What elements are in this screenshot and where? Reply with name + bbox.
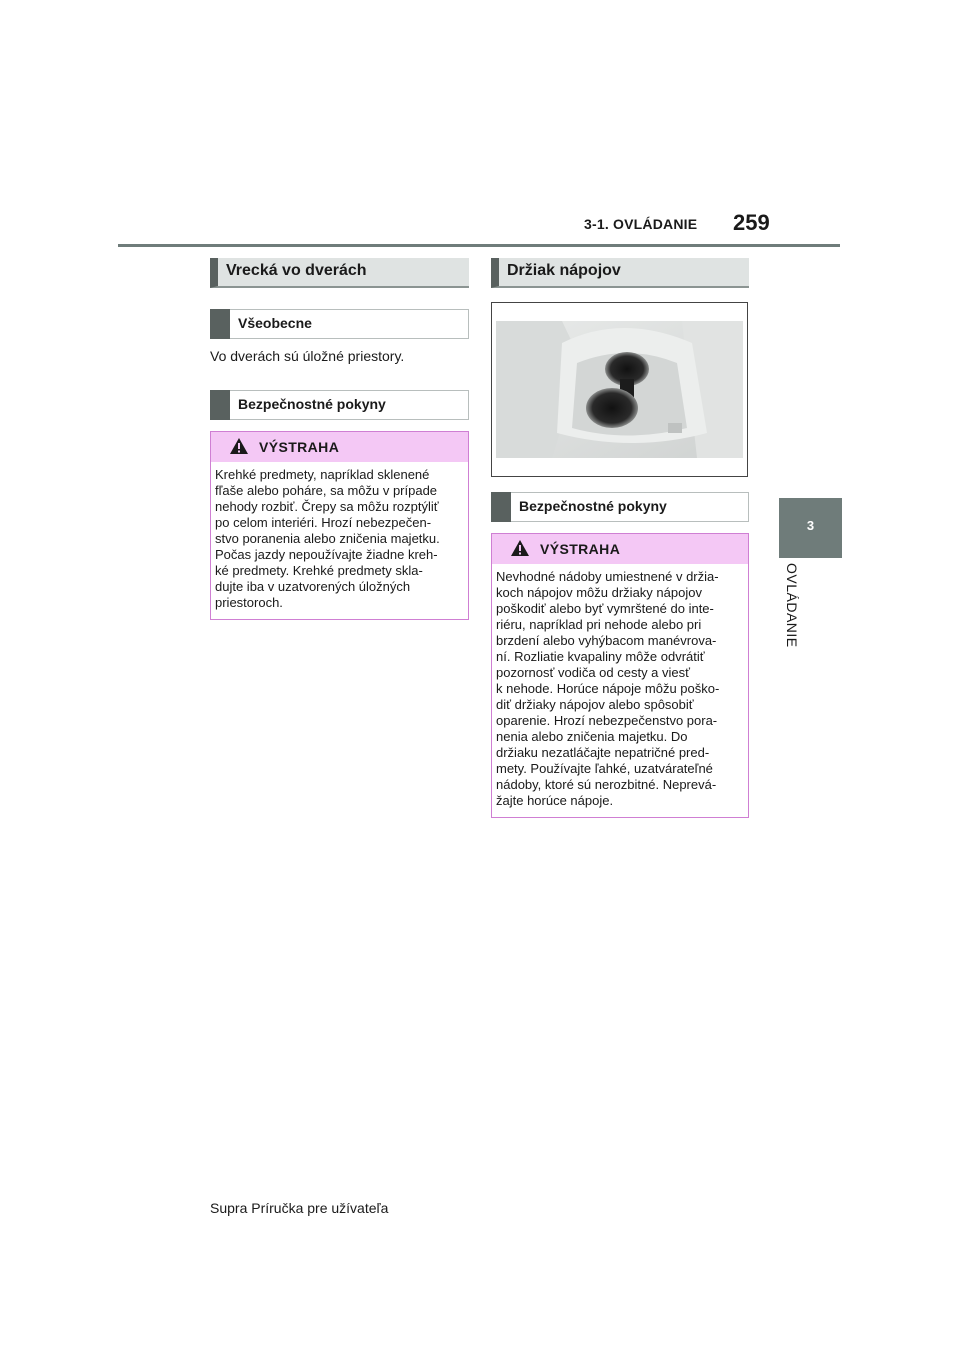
subheading-general [210, 309, 469, 339]
chapter-tab [779, 498, 842, 558]
heading-door-pockets [210, 258, 469, 288]
warning-text: Nevhodné nádoby umiestnené v držia- koch nápojov môžu držiaky nápojov poškodiť alebo byť vymrštené do inte- riéru, napríklad pri nehode alebo pri brzdení alebo vyhýbacom manévrova- ní. Rozliatie kvapaliny môže odvrátiť pozornosť vodiča od cesty a viesť k nehode. Horúce nápoje môžu poško- diť držiaky nápojov alebo spôsobiť oparenie. Hrozí nebezpečenstvo pora- nenia alebo zničenia majetku. Do držiaku nezatláčajte nepatričné pred- mety. Používajte ľahké, uzatvárateľné nádoby, ktoré sú nerozbitné. Neprevá- žajte horúce nápoje. [496, 569, 720, 808]
paragraph-door-pockets: Vo dverách sú úložné priestory. [210, 348, 405, 364]
cup-holder-photo [491, 302, 748, 477]
heading-cup-holder [491, 258, 749, 288]
subheading-safety-right [491, 492, 749, 522]
subheading-marker [210, 390, 230, 420]
warning-text: Krehké predmety, napríklad sklenené fľaše alebo poháre, sa môžu v prípade nehody rozbiť. Črepy sa môžu rozptýliť po celom interiéri. Hrozí nebezpečen- stvo poranenia alebo zničenia majetku. Počas jazdy nepoužívajte žiadne kreh- ké predmety. Krehké predmety skla- dujte iba v uzatvorených úložných priestoroch. [215, 467, 440, 610]
cup-holder-illustration [492, 303, 747, 476]
warning-triangle-icon [229, 437, 249, 455]
chapter-number: 3 [806, 518, 815, 533]
header-rule [118, 244, 840, 247]
page-number: 259 [733, 210, 770, 235]
warning-box-right [491, 533, 749, 818]
subheading-marker [491, 492, 511, 522]
subheading-general-text: Všeobecne [238, 315, 312, 331]
subheading-safety-right-text: Bezpečnostné pokyny [519, 498, 667, 514]
chapter-label: OVLÁDANIE [784, 563, 800, 648]
subheading-marker [210, 309, 230, 339]
subheading-safety-left [210, 390, 469, 420]
heading-door-pockets-text: Vrecká vo dverách [226, 262, 367, 279]
heading-cup-holder-text: Držiak nápojov [507, 262, 621, 279]
section-title: 3-1. OVLÁDANIE [584, 216, 698, 232]
warning-box-left [210, 431, 469, 620]
footer-manual-title: Supra Príručka pre užívateľa [210, 1200, 389, 1216]
warning-title: VÝSTRAHA [540, 541, 621, 557]
warning-header [211, 432, 468, 462]
warning-triangle-icon [510, 539, 530, 557]
warning-header [492, 534, 748, 564]
warning-title: VÝSTRAHA [259, 439, 340, 455]
subheading-safety-left-text: Bezpečnostné pokyny [238, 396, 386, 412]
